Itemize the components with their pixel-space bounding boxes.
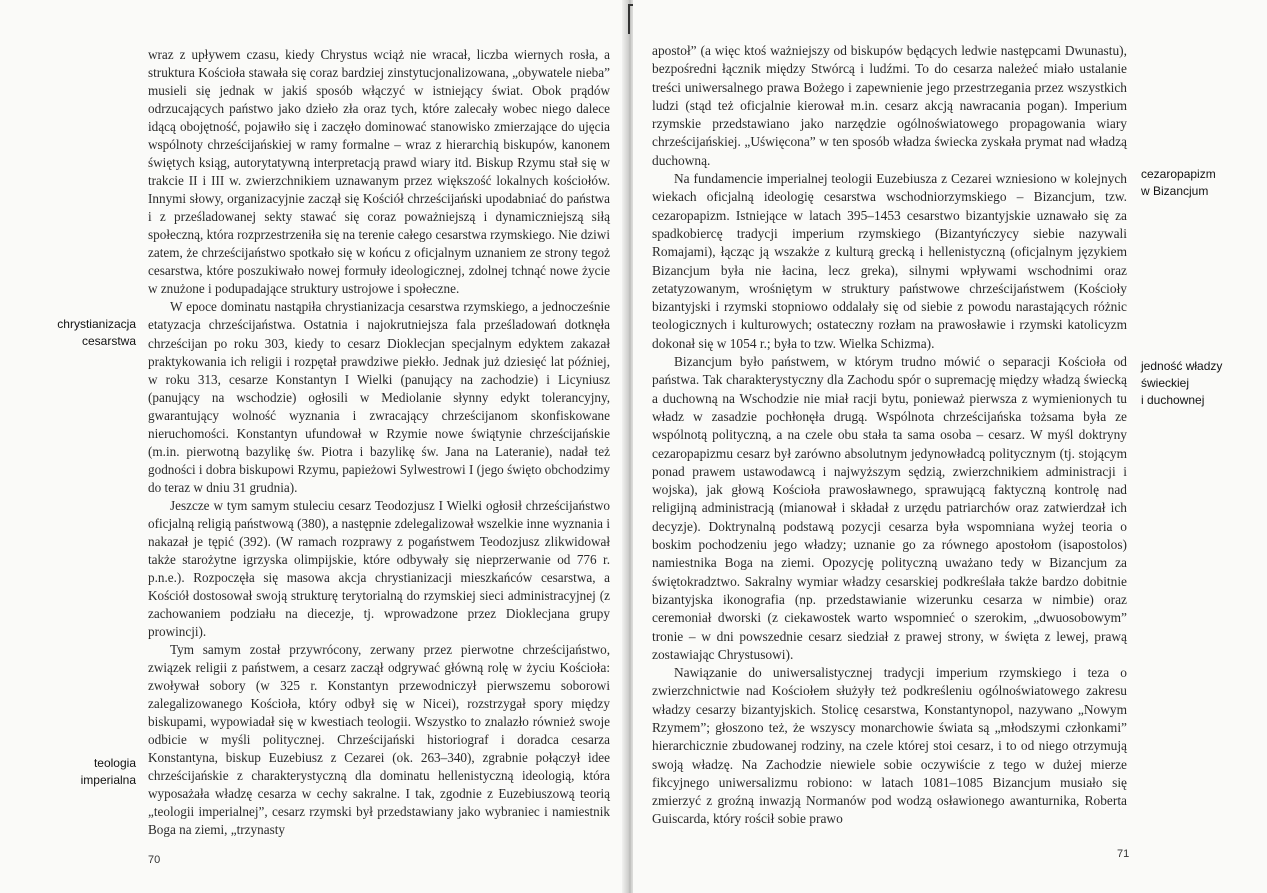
paragraph: apostoł” (a więc ktoś ważniejszy od biskupów będących ledwie następcami Dwunastu), bezpośredni łącznik między Stwórcą i ludźmi. To do cesarza należeć miało ustalanie treści uniwersalnego prawa Bożego i zapewnienie jego przestrzegania przez wszystkich ludzi (stąd też oficjalnie kierował m.in. cesarz akcją nawracania pogan). Imperium rzymskie przedstawiano jako narzędzie ogólnoświatowego propagowania wiary chrześcijańskiej. „Uświęcona” w ten sposób władza świecka zyskała prymat nad władzą duchowną. bbox=[652, 43, 1127, 168]
margin-note-line: jedność władzy bbox=[1141, 359, 1223, 373]
paragraph: Jeszcze w tym samym stuleciu cesarz Teodozjusz I Wielki ogłosił chrześcijaństwo oficjalną religią państwową (380), a następnie zdelegalizował wszelkie inne wyznania i nakazał je tępić (392). (W ramach rozprawy z pogaństwem Teodozjusz zlikwidował także starożytne igrzyska olimpijskie, które odbywały się nieprzerwanie od 776 r. p.n.e.). Rozpoczęła się masowa akcja chrystianizacji mieszkańców cesarstwa, a Kościół dostosował swoją strukturę terytorialną do rzymskiej sieci administracyjnej (z zachowaniem podziału na diecezje, tj. wprowadzone przez Dioklecjana grupy prowincji). bbox=[148, 497, 610, 639]
margin-note-line: chrystianizacja bbox=[57, 317, 136, 331]
margin-note-cezaropapizm bbox=[1141, 166, 1261, 200]
margin-note-teologia bbox=[16, 755, 136, 789]
page-number-left: 70 bbox=[148, 854, 161, 866]
margin-note-line: i duchownej bbox=[1141, 393, 1205, 407]
margin-note-line: cezaropapizm bbox=[1141, 167, 1216, 181]
paragraph: Na fundamencie imperialnej teologii Euzebiusza z Cezarei wzniesiono w kolejnych wiekach oficjalną ideologię cesarstwa wschodniorzymskiego – Bizancjum, tzw. cezaropapizm. Istniejące w latach 395–1453 cesarstwo bizantyjskie uznawało się za spadkobiercę tradycji imperium rzymskiego (Bizantyńczycy siebie nazywali Romajami), łącząc ją wszakże z kulturą grecką i hellenistyczną (oficjalnym językiem Bizancjum była nie łacina, lecz greka), silnymi wpływami wschodnimi oraz zetatyzowanym, wrośniętym w struktury państwowe chrześcijaństwem (Kościoły bizantyjski i rzymski stopniowo oddalały się od siebie z powodu narastających różnic teologicznych i kulturowych; ostateczny rozłam na prawosławie i rzymski katolicyzm dokonał się w 1054 r.; była to tzw. Wielka Schizma). bbox=[652, 171, 1127, 351]
paragraph: Tym samym został przywrócony, zerwany przez pierwotne chrześcijaństwo, związek religii z państwem, a cesarz zaczął odgrywać główną rolę w życiu Kościoła: zwoływał sobory (w 325 r. Konstantyn przewodniczył pierwszemu soborowi zalegalizowanego Kościoła, który odbył się w Nicei), rozstrzygał spory między biskupami, wypowiadał się w kwestiach teologii. Wszystko to znalazło również swoje odbicie w myśli politycznej. Chrześcijański historiograf i doradca cesarza Konstantyna, biskup Euzebiusz z Cezarei (ok. 263–340), zgrabnie połączył idee chrześcijańskie z charakterystyczną dla dominatu hellenistyczną ideologią, która wyposażała władzę cesarza w cechy sakralne. I tak, zgodnie z Euzebiuszową teorią „teologii imperialnej”, cesarz rzymski był przedstawiany jako wybraniec i namiestnik Boga na ziemi, „trzynasty bbox=[148, 642, 610, 838]
margin-note-line: świeckiej bbox=[1141, 376, 1190, 390]
margin-note-line: teologia bbox=[93, 756, 136, 770]
left-page bbox=[0, 0, 627, 893]
margin-note-chrystianizacja bbox=[16, 316, 136, 350]
page-number-right: 71 bbox=[1117, 848, 1130, 860]
margin-note-line: imperialna bbox=[80, 773, 136, 787]
right-page bbox=[633, 0, 1267, 893]
paragraph: W epoce dominatu nastąpiła chrystianizacja cesarstwa rzymskiego, a jednocześnie etatyzacja chrześcijaństwa. Ostatnia i najokrutniejsza fala prześladowań dotknęła chrześcijan po roku 303, kiedy to cesarz Dioklecjan specjalnym edyktem zakazał praktykowania ich religii i rozpętał prawdziwe piekło. Jednak już dziesięć lat później, w roku 313, cesarze Konstantyn I Wielki (panujący na zachodzie) i Licyniusz (panujący na wschodzie) ogłosili w Mediolanie słynny edykt tolerancyjny, gwarantujący wolność wyznania i zwracający chrześcijanom skonfiskowane nieruchomości. Konstantyn ufundował w Rzymie nowe świątynie chrześcijańskie (m.in. pierwotną bazylikę św. Piotra i bazylikę św. Jana na Lateranie), nadał też godności i dobra biskupowi Rzymu, papieżowi Sylwestrowi I (jego święto obchodzimy do teraz w dniu 31 grudnia). bbox=[148, 299, 610, 495]
right-page-text bbox=[652, 42, 1127, 829]
left-page-text bbox=[148, 46, 610, 839]
paragraph: Nawiązanie do uniwersalistycznej tradycji imperium rzymskiego i teza o zwierzchnictwie nad Kościołem służyły też podkreśleniu ogólnoświatowego zakresu władzy cesarzy bizantyjskich. Stolicę cesarstwa, Konstantynopol, nazywano „Nowym Rzymem”; głoszono też, że wszyscy monarchowie świata są „młodszymi członkami” hierarchicznie zbudowanej rodziny, na czele której stoi cesarz, i to od niego otrzymują swoją władzę. Na Zachodzie niewiele sobie oczywiście z tego w dużej mierze fikcyjnego uniwersalizmu robiono: w latach 1081–1085 Bizancjum musiało się zmierzyć z groźną inwazją Normanów pod wodzą osławionego awanturnika, Roberta Guiscarda, który rościł sobie prawo bbox=[652, 665, 1127, 827]
paragraph: wraz z upływem czasu, kiedy Chrystus wciąż nie wracał, liczba wiernych rosła, a struktura Kościoła stawała się coraz bardziej zinstytucjonalizowana, „obywatele nieba” musieli się jednak w jakiś sposób włączyć w istniejący świat. Obok prądów odrzucających państwo jako dzieło zła oraz tych, które zalecały wobec niego dalece idącą obojętność, pojawiło się i zaczęło dominować stanowisko zmierzające do ujęcia wspólnoty chrześcijańskiej w ramy formalne – wraz z hierarchią biskupów, kanonem świętych ksiąg, autorytatywną interpretacją prawd wiary itd. Biskup Rzymu stał się w trakcie II i III w. zwierzchnikiem uznawanym przez większość lokalnych kościołów. Innymi słowy, organizacyjnie zaczął się Kościół chrześcijański upodabniać do państwa i z prześladowanej sekty stawać się coraz poważniejszą i dynamiczniejszą siłą społeczną, która rozprzestrzeniła się na terenie całego cesarstwa rzymskiego. Nie dziwi zatem, że chrześcijaństwo spotkało się w końcu z oficjalnym uznaniem ze strony tegoż cesarstwa, które poszukiwało nowej formuły ideologicznej, zdolnej tchnąć nowe życie w znużone i podupadające struktury ustrojowe i społeczne. bbox=[148, 47, 610, 297]
paragraph: Bizancjum było państwem, w którym trudno mówić o separacji Kościoła od państwa. Tak charakterystyczny dla Zachodu spór o supremację między władzą świecką a duchowną na Wschodzie nie miał racji bytu, ponieważ pierwsza z wymienionych tu władz w zasadzie pochłonęła drugą. Wspólnota chrześcijańska tożsama była ze wspólnotą polityczną, a na czele obu stała ta sama osoba – cesarz. W myśl doktryny cezaropapizmu cesarz był zarówno absolutnym jedynowładcą politycznym (tj. stojącym ponad prawem ustawodawcą i najwyższym sędzią, zwierzchnikiem administracji i wojska), jak głową Kościoła prawosławnego, sprawującą faktyczną kontrolę nad religijną administracją (mianował i składał z urzędu patriarchów oraz zatwierdzał ich decyzje). Doktrynalną podstawą pozycji cesarza była wspomniana wyżej teoria o boskim pochodzeniu jego władzy; uznanie go za równego apostołom (isapostolos) namiestnika Boga na ziemi. Opozycję polityczną uważano tedy w Bizancjum za świętokradztwo. Sakralny wymiar władzy cesarskiej podkreślała także bardzo dobitnie bizantyjska ikonografia (np. przedstawianie wizerunku cesarza w nimbie) oraz ceremoniał dworski (z ciekawostek warto wspomnieć o szerokim, „dwuosobowym” tronie – w dni powszednie cesarz siedział z prawej strony, w święta z lewej, prawą zostawiając Chrystusowi). bbox=[652, 354, 1127, 662]
margin-note-line: w Bizancjum bbox=[1141, 184, 1209, 198]
margin-note-line: cesarstwa bbox=[81, 334, 136, 348]
margin-note-jednosc-wladzy bbox=[1141, 358, 1261, 409]
spine-mark bbox=[628, 4, 630, 34]
